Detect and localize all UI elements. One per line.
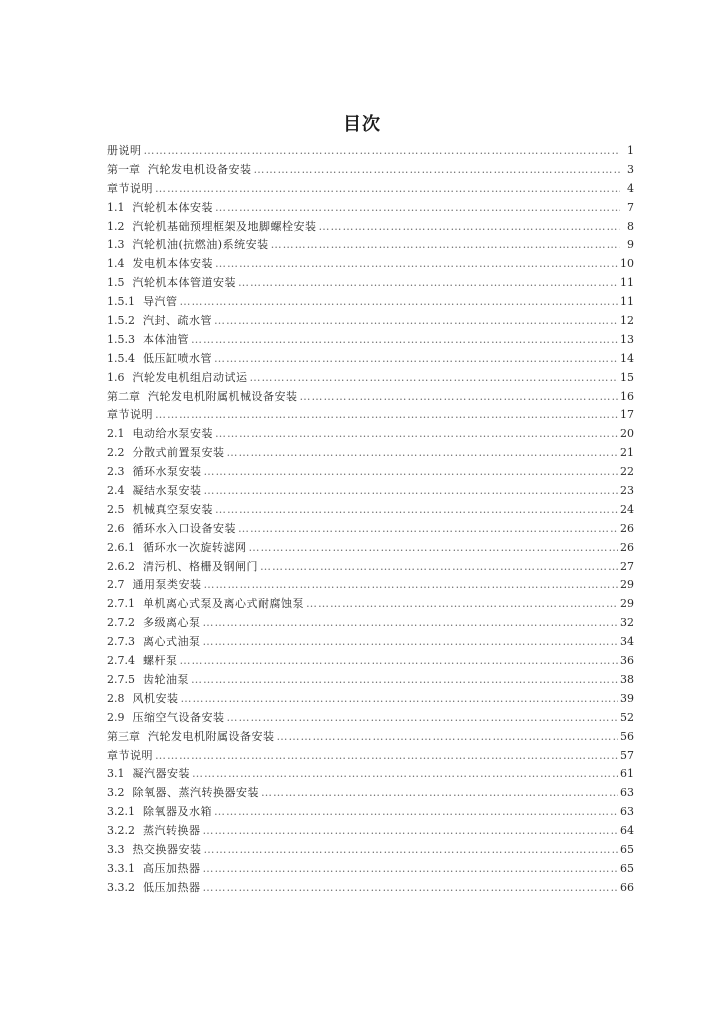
- toc-entry-label: 机械真空泵安装: [132, 502, 213, 516]
- toc-entry-page-number: 16: [620, 389, 634, 403]
- dot-leader: [192, 765, 618, 784]
- toc-entry: [107, 444, 634, 463]
- dot-leader: [215, 255, 618, 274]
- toc-entry-number: 2.5: [107, 502, 125, 516]
- toc-entry: [107, 614, 634, 633]
- toc-entry-page-number: 63: [620, 786, 634, 800]
- toc-entry-label: 低压加热器: [143, 880, 201, 894]
- toc-entry: [107, 576, 634, 595]
- dot-leader: [203, 633, 619, 652]
- toc-entry-label: 低压缸喷水管: [143, 351, 212, 365]
- toc-entry: [107, 690, 634, 709]
- toc-entry-label: 清污机、格栅及钢闸门: [143, 559, 258, 573]
- toc-entry-number: 2.7.2: [107, 616, 135, 630]
- toc-entry: [107, 765, 634, 784]
- toc-entry-page-number: 65: [620, 861, 634, 875]
- dot-leader: [238, 274, 618, 293]
- toc-entry-number: 2.8: [107, 691, 125, 705]
- dot-leader: [215, 199, 620, 218]
- toc-entry-label: 汽轮发电机组启动试运: [132, 370, 248, 384]
- toc-entry-label: 章节说明: [107, 181, 153, 195]
- toc-entry: [107, 463, 634, 482]
- toc-entry-label: 汽封、疏水管: [143, 314, 212, 328]
- toc-entry-label: 离心式油泵: [143, 635, 201, 649]
- toc-entry: [107, 388, 634, 407]
- toc-entry-page-number: 4: [627, 181, 634, 195]
- toc-entry-label: 汽轮发电机设备安装: [148, 162, 252, 176]
- toc-entry: [107, 860, 634, 879]
- toc-entry-number: 1.5: [107, 276, 125, 290]
- toc-entry-page-number: 1: [627, 144, 634, 157]
- toc-entry-number: 2.7: [107, 578, 125, 592]
- toc-entry-number: 2.7.3: [107, 635, 135, 649]
- dot-leader: [215, 501, 618, 520]
- toc-entry-number: 1.4: [107, 257, 125, 271]
- toc-entry-label: 多级离心泵: [143, 616, 201, 630]
- toc-entry-number: 3.2: [107, 786, 125, 800]
- toc-entry-number: 1.6: [107, 370, 125, 384]
- toc-entry: [107, 841, 634, 860]
- toc-entry-number: 第二章: [107, 389, 140, 403]
- toc-entry: [107, 293, 634, 312]
- toc-entry-number: 2.3: [107, 465, 125, 479]
- toc-entry-page-number: 38: [620, 672, 634, 686]
- toc-entry-label: 压缩空气设备安装: [132, 710, 225, 724]
- toc-entry-page-number: 21: [620, 446, 634, 460]
- toc-entry-page-number: 3: [627, 162, 634, 176]
- toc-entry: [107, 312, 634, 331]
- toc-entry-label: 除氧器及水箱: [143, 805, 212, 819]
- toc-entry: [107, 671, 634, 690]
- dot-leader: [306, 595, 618, 614]
- dot-leader: [254, 161, 621, 180]
- toc-entry: [107, 728, 634, 747]
- toc-entry-label: 螺杆泵: [143, 654, 178, 668]
- dot-leader: [155, 406, 618, 425]
- toc-entry-page-number: 52: [620, 710, 634, 724]
- dot-leader: [250, 369, 619, 388]
- toc-entry-number: 2.1: [107, 427, 125, 441]
- toc-entry: [107, 161, 634, 180]
- toc-entry-label: 章节说明: [107, 408, 153, 422]
- dot-leader: [144, 142, 621, 161]
- toc-entry-page-number: 36: [620, 654, 634, 668]
- toc-entry-number: 3.2.1: [107, 805, 135, 819]
- toc-entry: [107, 255, 634, 274]
- table-of-contents: [107, 142, 634, 898]
- toc-entry-label: 汽轮机油(抗燃油)系统安装: [132, 238, 269, 252]
- toc-entry-number: 3.3.1: [107, 861, 135, 875]
- dot-leader: [180, 652, 619, 671]
- toc-entry-page-number: 57: [620, 748, 634, 762]
- toc-entry-label: 循环水入口设备安装: [132, 521, 236, 535]
- dot-leader: [180, 293, 619, 312]
- toc-entry-number: 1.3: [107, 238, 125, 252]
- dot-leader: [203, 879, 619, 898]
- toc-entry-number: 1.5.4: [107, 351, 135, 365]
- toc-entry-label: 凝结水泵安装: [132, 484, 202, 498]
- dot-leader: [214, 312, 618, 331]
- toc-entry: [107, 274, 634, 293]
- toc-entry: [107, 803, 634, 822]
- toc-entry-number: 2.6: [107, 521, 125, 535]
- toc-entry: [107, 331, 634, 350]
- toc-entry-label: 导汽管: [143, 295, 178, 309]
- toc-entry-number: 1.5.1: [107, 295, 135, 309]
- toc-entry-page-number: 56: [620, 729, 634, 743]
- toc-entry-page-number: 65: [620, 842, 634, 856]
- toc-entry-number: 1.2: [107, 219, 125, 233]
- toc-entry-number: 2.7.1: [107, 597, 135, 611]
- dot-leader: [227, 709, 619, 728]
- toc-entry-page-number: 66: [620, 880, 634, 894]
- toc-entry-page-number: 9: [627, 238, 634, 252]
- toc-entry-number: 2.9: [107, 710, 125, 724]
- toc-entry: [107, 142, 634, 161]
- toc-entry-number: 第一章: [107, 162, 140, 176]
- page-title: 目次: [343, 114, 381, 135]
- dot-leader: [204, 841, 619, 860]
- toc-entry-number: 3.3.2: [107, 880, 135, 894]
- toc-entry-number: 第三章: [107, 729, 140, 743]
- dot-leader: [277, 728, 619, 747]
- toc-entry-page-number: 26: [620, 521, 634, 535]
- toc-entry-label: 汽轮机本体安装: [132, 200, 213, 214]
- toc-entry-page-number: 27: [620, 559, 634, 573]
- toc-entry: [107, 406, 634, 425]
- toc-entry-label: 汽轮机本体管道安装: [132, 276, 236, 290]
- toc-entry-page-number: 63: [620, 805, 634, 819]
- toc-entry: [107, 539, 634, 558]
- toc-entry: [107, 652, 634, 671]
- toc-entry-number: 2.7.4: [107, 654, 135, 668]
- toc-entry: [107, 199, 634, 218]
- toc-entry-label: 电动给水泵安装: [132, 427, 213, 441]
- dot-leader: [204, 576, 619, 595]
- dot-leader: [300, 388, 619, 407]
- toc-entry: [107, 482, 634, 501]
- toc-entry-label: 章节说明: [107, 748, 153, 762]
- toc-entry-label: 蒸汽转换器: [143, 824, 201, 838]
- toc-entry-label: 凝汽器安装: [132, 767, 190, 781]
- dot-leader: [181, 690, 619, 709]
- dot-leader: [214, 803, 618, 822]
- toc-entry: [107, 501, 634, 520]
- toc-entry-number: 2.2: [107, 446, 125, 460]
- toc-entry: [107, 595, 634, 614]
- toc-entry: [107, 425, 634, 444]
- dot-leader: [191, 331, 618, 350]
- toc-entry-label: 风机安装: [132, 691, 179, 705]
- toc-entry-page-number: 14: [620, 351, 634, 365]
- toc-entry-page-number: 17: [620, 408, 634, 422]
- dot-leader: [249, 539, 619, 558]
- toc-entry: [107, 747, 634, 766]
- dot-leader: [238, 520, 618, 539]
- toc-entry: [107, 369, 634, 388]
- toc-entry-number: 2.4: [107, 484, 125, 498]
- toc-entry: [107, 633, 634, 652]
- toc-entry-label: 汽轮发电机附属机械设备安装: [148, 389, 298, 403]
- dot-leader: [214, 350, 618, 369]
- dot-leader: [191, 671, 618, 690]
- toc-entry-number: 2.6.2: [107, 559, 135, 573]
- toc-entry: [107, 236, 634, 255]
- toc-entry-page-number: 15: [620, 370, 634, 384]
- toc-entry-page-number: 7: [627, 200, 634, 214]
- dot-leader: [203, 822, 619, 841]
- dot-leader: [271, 236, 620, 255]
- toc-entry-number: 3.1: [107, 767, 125, 781]
- toc-entry-page-number: 20: [620, 427, 634, 441]
- dot-leader: [204, 463, 619, 482]
- toc-entry-page-number: 24: [620, 502, 634, 516]
- toc-entry: [107, 879, 634, 898]
- dot-leader: [319, 218, 621, 237]
- toc-entry-label: 热交换器安装: [132, 842, 202, 856]
- toc-entry-number: 2.7.5: [107, 672, 135, 686]
- toc-entry-label: 本体油管: [143, 332, 189, 346]
- toc-entry-label: 汽轮发电机附属设备安装: [148, 729, 275, 743]
- toc-entry-number: 2.6.1: [107, 540, 135, 554]
- toc-entry-page-number: 22: [620, 465, 634, 479]
- toc-entry-page-number: 61: [620, 767, 634, 781]
- dot-leader: [204, 482, 619, 501]
- toc-entry-number: 1.5.2: [107, 314, 135, 328]
- toc-entry-label: 单机离心式泵及离心式耐腐蚀泵: [143, 597, 304, 611]
- toc-entry-label: 齿轮油泵: [143, 672, 189, 686]
- toc-entry-page-number: 34: [620, 635, 634, 649]
- toc-entry-number: 1.1: [107, 200, 125, 214]
- toc-entry: [107, 822, 634, 841]
- toc-entry-label: 汽轮机基础预埋框架及地脚螺栓安装: [132, 219, 317, 233]
- toc-entry-number: 3.3: [107, 842, 125, 856]
- dot-leader: [227, 444, 619, 463]
- toc-entry-number: 1.5.3: [107, 332, 135, 346]
- toc-entry-page-number: 29: [620, 597, 634, 611]
- toc-entry-page-number: 11: [620, 295, 634, 309]
- dot-leader: [203, 614, 619, 633]
- toc-entry-page-number: 32: [620, 616, 634, 630]
- toc-entry-label: 通用泵类安装: [132, 578, 202, 592]
- toc-entry-page-number: 8: [627, 219, 634, 233]
- toc-entry-label: 册说明: [107, 144, 142, 157]
- toc-entry-page-number: 13: [620, 332, 634, 346]
- dot-leader: [215, 425, 618, 444]
- dot-leader: [203, 860, 619, 879]
- toc-entry-label: 高压加热器: [143, 861, 201, 875]
- toc-entry-label: 发电机本体安装: [132, 257, 213, 271]
- toc-entry-number: 3.2.2: [107, 824, 135, 838]
- dot-leader: [155, 180, 620, 199]
- toc-entry-label: 循环水泵安装: [132, 465, 202, 479]
- dot-leader: [260, 558, 618, 577]
- toc-entry: [107, 520, 634, 539]
- toc-entry-page-number: 64: [620, 824, 634, 838]
- toc-entry: [107, 180, 634, 199]
- toc-entry-page-number: 12: [620, 314, 634, 328]
- dot-leader: [261, 784, 618, 803]
- toc-entry: [107, 218, 634, 237]
- toc-entry-page-number: 10: [620, 257, 634, 271]
- toc-entry-label: 分散式前置泵安装: [132, 446, 225, 460]
- toc-entry-label: 除氧器、蒸汽转换器安装: [132, 786, 259, 800]
- toc-entry-page-number: 11: [620, 276, 634, 290]
- toc-entry: [107, 784, 634, 803]
- toc-entry: [107, 709, 634, 728]
- toc-entry-page-number: 23: [620, 484, 634, 498]
- toc-entry-page-number: 39: [620, 691, 634, 705]
- toc-entry-page-number: 29: [620, 578, 634, 592]
- toc-entry: [107, 350, 634, 369]
- dot-leader: [155, 747, 618, 766]
- toc-entry-label: 循环水一次旋转滤网: [143, 540, 247, 554]
- toc-entry-page-number: 26: [620, 540, 634, 554]
- toc-entry: [107, 558, 634, 577]
